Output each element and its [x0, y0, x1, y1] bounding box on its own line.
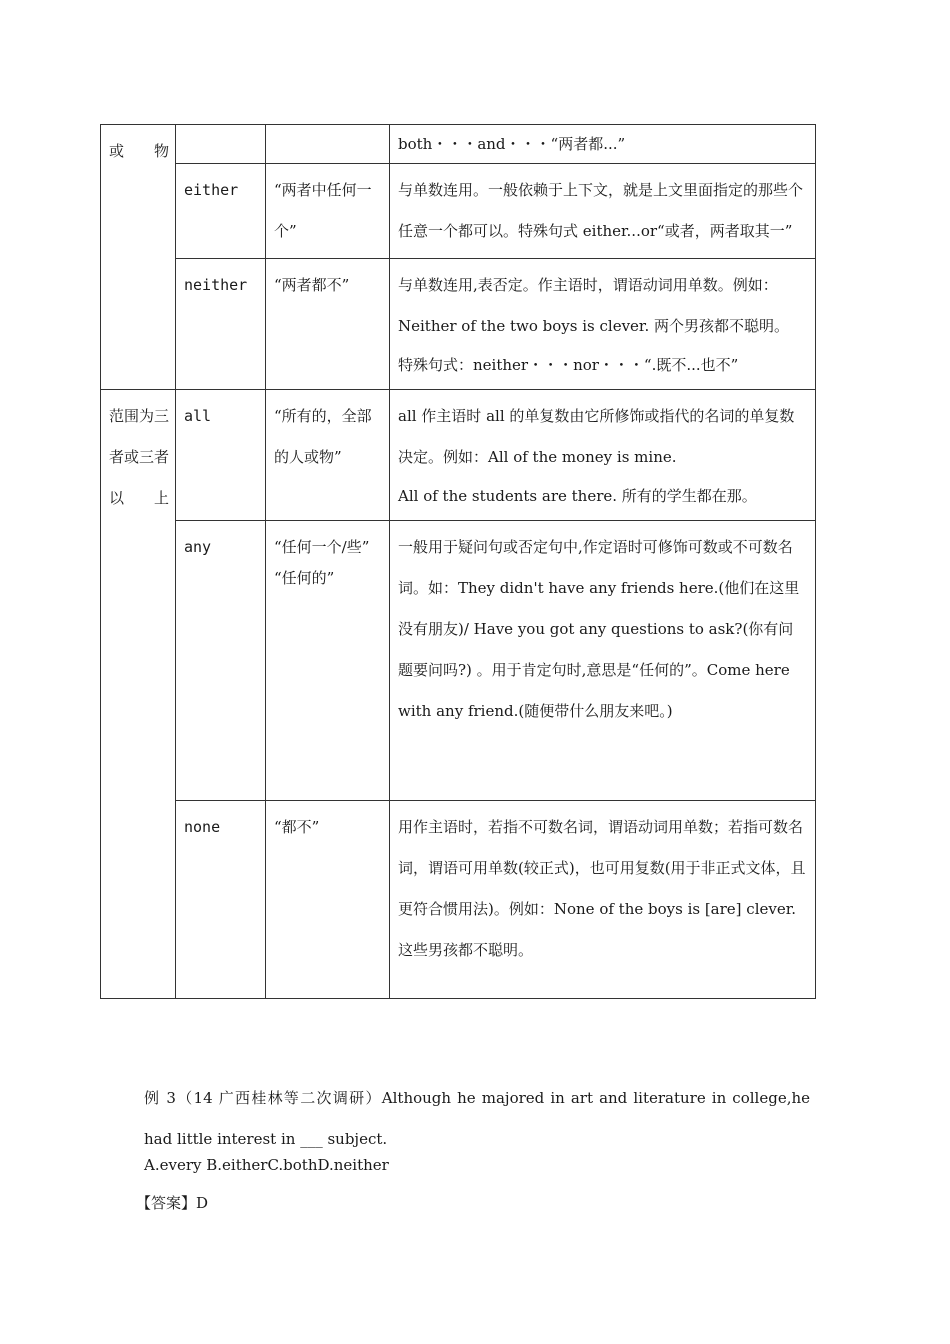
- usage-cell: 与单数连用。一般依赖于上下文，就是上文里面指定的那些个任意一个都可以。特殊句式 either...or“或者，两者取其一”: [390, 164, 816, 259]
- meaning-cell: [266, 125, 390, 164]
- word-cell: any: [176, 521, 266, 801]
- example-question: 例 3（14 广西桂林等二次调研）Although he majored in art and literature in college,he had little interest in ___ subject.: [144, 1089, 810, 1148]
- meaning-cell: “所有的，全部的人或物”: [266, 390, 390, 521]
- word-cell: none: [176, 801, 266, 999]
- usage-cell: both・・・and・・・“两者都...”: [390, 125, 816, 164]
- usage-cell: [390, 259, 816, 390]
- usage-cell: 一般用于疑问句或否定句中,作定语时可修饰可数或不可数名词。如：They didn't have any friends here.(他们在这里没有朋友)/ Have you got any questions to ask?(你有问题要问吗?) 。用于肯定句时,意思是“任何的”。Come here with any friend.(随便带什么朋友来吧。): [390, 521, 816, 801]
- example-options: A.every B.eitherC.bothD.neither: [144, 1156, 389, 1174]
- meaning-cell: “都不”: [266, 801, 390, 999]
- meaning-text-2: “任何的”: [274, 569, 335, 587]
- word-cell: all: [176, 390, 266, 521]
- table-row: [101, 164, 816, 259]
- word-cell: neither: [176, 259, 266, 390]
- usage-cell: 用作主语时，若指不可数名词，谓语动词用单数；若指可数名词，谓语可用单数(较正式)，也可用复数(用于非正式文体，且更符合惯用法)。例如：None of the boys is [are] clever. 这些男孩都不聪明。: [390, 801, 816, 999]
- meaning-cell: “两者中任何一个”: [266, 164, 390, 259]
- meaning-cell: [266, 521, 390, 801]
- table-row: [101, 259, 816, 390]
- word-cell: either: [176, 164, 266, 259]
- example-answer: 【答案】D: [136, 1194, 209, 1212]
- usage-text: all 作主语时 all 的单复数由它所修饰或指代的名词的单复数决定。例如：All of the money is mine.: [398, 407, 795, 466]
- table-row: [101, 521, 816, 801]
- word-cell: [176, 125, 266, 164]
- meaning-cell: “两者都不”: [266, 259, 390, 390]
- group-label-three: 范围为三者或三者以上: [101, 390, 176, 999]
- table-row: [101, 125, 816, 164]
- group-label-two: 或物: [101, 125, 176, 390]
- table-row: [101, 390, 816, 521]
- usage-text-2: 特殊句式：neither・・・nor・・・“.既不...也不”: [398, 356, 739, 374]
- meaning-text: “任何一个/些”: [274, 538, 370, 556]
- usage-cell: [390, 390, 816, 521]
- table-row: [101, 801, 816, 999]
- usage-text: 与单数连用,表否定。作主语时，谓语动词用单数。例如：Neither of the two boys is clever. 两个男孩都不聪明。: [398, 276, 789, 335]
- usage-text-2: All of the students are there. 所有的学生都在那。: [398, 487, 757, 505]
- grammar-table: [100, 124, 816, 999]
